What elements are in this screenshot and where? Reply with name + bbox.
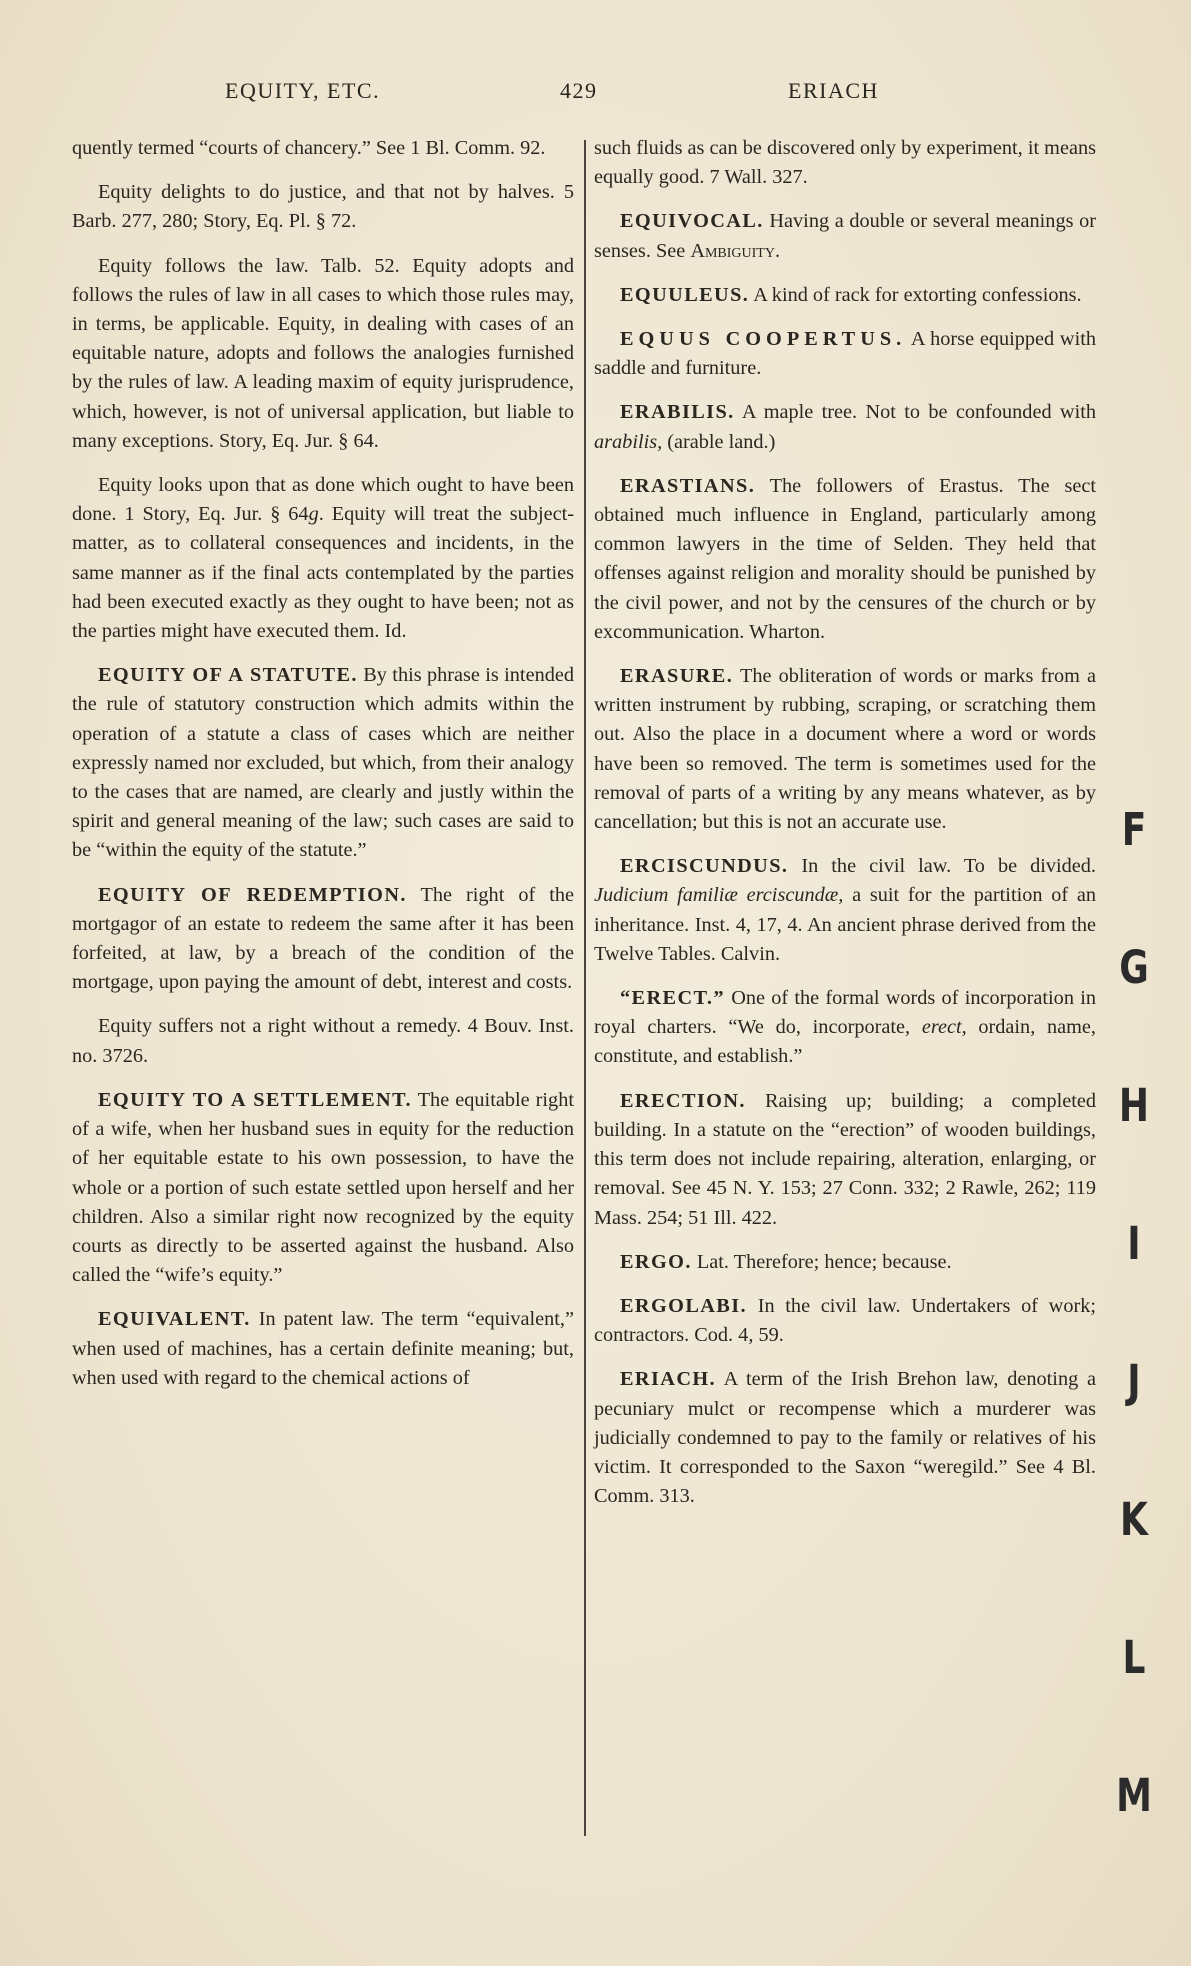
entry-text: such fluids as can be discovered only by experiment, it means equally good. 7 Wall. 327. [594, 137, 1096, 189]
entry-text: Raising up; building; a completed building. In a statute on the “erection” of wooden buildings, this term does not include repairing, alteration, enlarging, or removal. See 45 N. Y. 153; 27 Conn. 332; 2 Rawle, 262; 119 Mass. 254; 51 Ill. 422. [594, 1089, 1096, 1229]
entry-text: The obliteration of words or marks from a written instrument by rubbing, scraping, or scratching them out. Also the place in a document where a word or words have been so removed. The term is sometimes used for the removal of parts of a writing by any means whatever, as by cancellation; but this is not an accurate use. [594, 665, 1096, 834]
headword: EQUIVALENT. [98, 1308, 251, 1331]
headword: EQUITY TO A SETTLEMENT. [98, 1088, 412, 1111]
page-number: 429 [560, 78, 598, 103]
left-column [72, 134, 574, 1408]
entry-text: a suit for the partition of an inheritance. Inst. 4, 17, 4. An ancient phrase derived from the Twelve Tables. Calvin. [594, 884, 1097, 965]
running-header [0, 78, 1191, 108]
entry-italic: erect, [921, 1016, 967, 1039]
maxim-entry [72, 1012, 574, 1070]
entry-equity-of-a-statute [72, 661, 574, 865]
entry-text: In the civil law. To be divided. [801, 855, 1096, 878]
entry-italic: Judicium familiæ erciscundæ, [594, 884, 844, 907]
entry-equivocal [594, 207, 1096, 265]
entry-text: A maple tree. Not to be confounded with [741, 401, 1096, 424]
maxim-entry [72, 252, 574, 456]
entry-text: Lat. Therefore; hence; because. [696, 1250, 952, 1273]
thumb-index-letter-g[interactable]: G [1119, 942, 1149, 995]
entry-text: The right of the mortgagor of an estate to redeem the same after it has been forfeited, at law, by a breach of the condition of the mortgage, upon paying the amount of debt, interest and costs. [72, 883, 574, 994]
entry-erastians [594, 472, 1096, 647]
entry-continuation [72, 134, 574, 163]
entry-italic: arabilis, [594, 430, 663, 453]
thumb-index-letter-f[interactable]: F [1121, 804, 1147, 857]
maxim-entry [72, 178, 574, 236]
entry-text: In the civil law. Undertakers of work; contractors. Cod. 4, 59. [594, 1294, 1096, 1347]
entry-equity-of-redemption [72, 881, 574, 998]
headword: ERECTION. [620, 1089, 746, 1112]
thumb-index-letter-i[interactable]: I [1127, 1218, 1141, 1271]
header-right-guideword: ERIACH [788, 78, 879, 103]
entry-text: Having a double or several meanings or senses. See [594, 210, 1096, 262]
entry-text: ordain, name, constitute, and establish.” [594, 1016, 1096, 1068]
thumb-index-letter-h[interactable]: H [1118, 1080, 1150, 1133]
entry-text: A horse equipped with saddle and furniture. [594, 328, 1096, 380]
entry-erabilis [594, 398, 1096, 456]
entry-equivalent [72, 1305, 574, 1393]
header-left-guideword: EQUITY, ETC. [225, 78, 381, 103]
entry-erection [594, 1087, 1096, 1233]
right-column [594, 134, 1096, 1526]
entry-text: A kind of rack for extorting confessions. [753, 283, 1082, 306]
column-divider [584, 140, 586, 1836]
entry-erciscundus [594, 852, 1096, 969]
entry-equity-to-a-settlement [72, 1086, 574, 1290]
thumb-index-letter-j[interactable]: J [1127, 1356, 1141, 1409]
entry-equus-coopertus [594, 325, 1096, 383]
headword: ERABILIS. [620, 401, 735, 424]
headword: “ERECT.” [620, 987, 725, 1010]
entry-equuleus [594, 281, 1096, 310]
headword: EQUULEUS. [620, 283, 750, 306]
entry-eriach [594, 1365, 1096, 1511]
entry-ergo [594, 1248, 1096, 1277]
headword: EQUUS COOPERTUS. [620, 328, 907, 351]
headword: ERIACH. [620, 1368, 717, 1391]
headword: EQUIVOCAL. [620, 210, 764, 233]
headword: ERGO. [620, 1250, 692, 1273]
entry-text: The followers of Erastus. The sect obtained much influence in England, particularly among common lawyers in the time of Selden. They held that offenses against religion and morality should be punished by the civil power, and not by the censures of the church or by excommunication. Wharton. [594, 474, 1096, 643]
entry-erect [594, 984, 1096, 1072]
entry-text: Equity delights to do justice, and that not by halves. 5 Barb. 277, 280; Story, Eq. Pl. § 72. [72, 181, 574, 233]
headword: ERASTIANS. [620, 474, 756, 497]
headword: EQUITY OF REDEMPTION. [98, 883, 407, 906]
thumb-index-letter-k[interactable]: K [1120, 1494, 1148, 1547]
headword: ERCISCUNDUS. [620, 855, 789, 878]
entry-text: quently termed “courts of chancery.” See 1 Bl. Comm. 92. [72, 137, 546, 159]
headword: ERASURE. [620, 665, 734, 688]
entry-text: The equitable right of a wife, when her husband sues in equity for the reduction of her equitable estate to his own possession, to have the whole or a portion of such estate settled upon herself and her children. Also a similar right now recognized by the equity courts as directly to be asserted against the husband. Also called the “wife’s equity.” [72, 1088, 574, 1287]
entry-text: Equity suffers not a right without a remedy. 4 Bouv. Inst. no. 3726. [72, 1015, 574, 1067]
maxim-entry [72, 471, 574, 646]
entry-text: (arable land.) [667, 430, 776, 453]
entry-continuation [594, 134, 1096, 192]
entry-text: . Equity will treat the subject-matter, as to collateral consequences and incidents, in the same manner as if the final acts contemplated by the parties had been executed exactly as they ought to have been; not as the parties might have executed them. Id. [72, 503, 574, 643]
thumb-index-letter-l[interactable]: L [1122, 1632, 1146, 1685]
entry-ergolabi [594, 1292, 1096, 1350]
cross-reference: Ambiguity. [690, 239, 781, 262]
entry-text: Equity follows the law. Talb. 52. Equity adopts and follows the rules of law in all cases to which those rules may, in terms, be applicable. Equity, in dealing with cases of an equitable nature, adopts and follows the analogies furnished by the rules of law. A leading maxim of equity jurisprudence, which, however, is not of universal application, but liable to many exceptions. Story, Eq. Jur. § 64. [72, 254, 574, 452]
entry-text: By this phrase is intended the rule of statutory construction which admits within the operation of a statute a class of cases which are neither expressly named nor excluded, but which, from their analogy to the cases that are named, are clearly and justly within the spirit and general meaning of the law; such cases are said to be “within the equity of the statute.” [72, 664, 574, 862]
entry-erasure [594, 662, 1096, 837]
headword: ERGOLABI. [620, 1294, 747, 1317]
entry-text: A term of the Irish Brehon law, denoting a pecuniary mulct or recompense which a murderer was judicially condemned to pay to the family or relatives of his victim. It corresponded to the Saxon “weregild.” See 4 Bl. Comm. 313. [594, 1368, 1096, 1508]
thumb-index-letter-m[interactable]: M [1116, 1770, 1152, 1823]
entry-text: One of the formal words of incorporation in royal charters. “We do, incorporate, [594, 987, 1096, 1039]
entry-text: Equity looks upon that as done which ought to have been done. 1 Story, Eq. Jur. § 64 [72, 474, 574, 526]
headword: EQUITY OF A STATUTE. [98, 664, 358, 687]
entry-italic: g [308, 503, 319, 526]
entry-text: In patent law. The term “equivalent,” when used of machines, has a certain definite meaning; but, when used with regard to the chemical actions of [72, 1308, 574, 1389]
